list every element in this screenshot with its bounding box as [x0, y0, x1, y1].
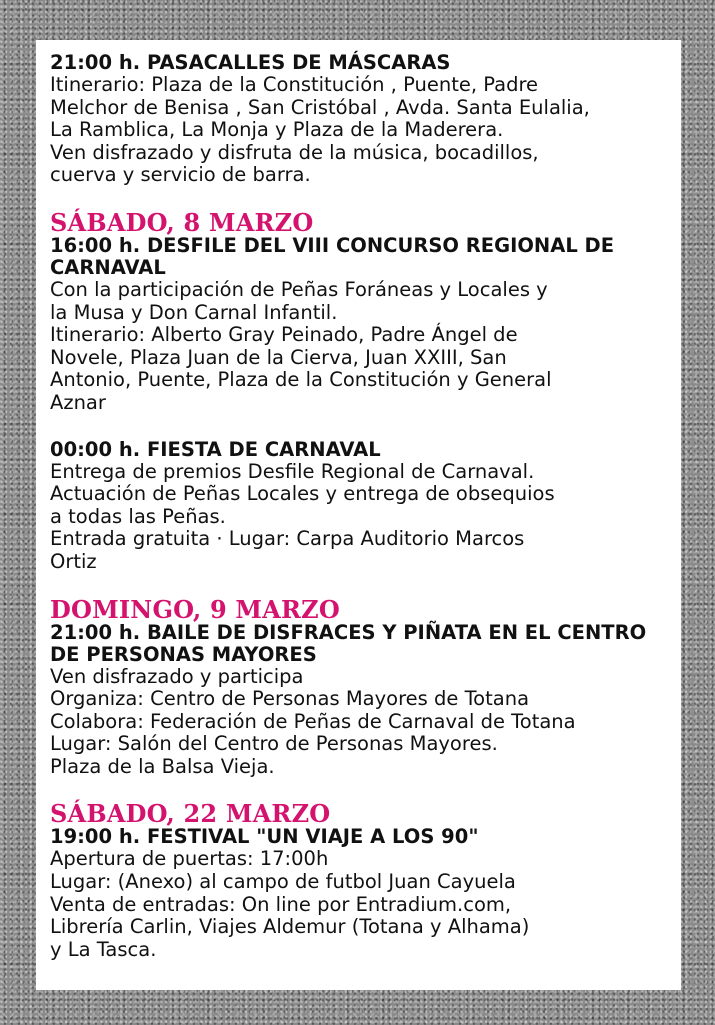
event-date: DOMINGO, 9 MARZO — [50, 594, 340, 624]
event-line: Ven disfrazado y participa — [50, 664, 304, 688]
event-title: 19:00 h. FESTIVAL "UN VIAJE A LOS 90" — [50, 825, 479, 849]
event-title: 21:00 h. BAILE DE DISFRACES Y PIÑATA EN EL CENTRO DE PERSONAS MAYORES — [50, 620, 647, 666]
event-line: Lugar: (Anexo) al campo de futbol Juan Cayuela — [50, 870, 516, 894]
event-date: SÁBADO, 22 MARZO — [50, 799, 331, 829]
event-line: Entrada gratuita · Lugar: Carpa Auditorio Marcos — [50, 527, 525, 551]
event-line: Con la participación de Peñas Foráneas y Locales y — [50, 277, 548, 301]
event-line: la Musa y Don Carnal Infantil. — [50, 300, 338, 324]
event-line: Apertura de puertas: 17:00h — [50, 847, 329, 871]
event-line: La Ramblica, La Monja y Plaza de la Maderera. — [50, 118, 504, 142]
event-fiesta — [50, 439, 669, 574]
event-title: 00:00 h. FIESTA DE CARNAVAL — [50, 437, 381, 461]
program-sheet — [36, 40, 681, 990]
event-line: Actuación de Peñas Locales y entrega de obsequios — [50, 482, 555, 506]
event-line: Itinerario: Alberto Gray Peinado, Padre Ángel de — [50, 323, 518, 347]
event-pasacalles — [50, 52, 669, 187]
event-line: Ven disfrazado y disfruta de la música, bocadillos, — [50, 140, 539, 164]
event-line: cuerva y servicio de barra. — [50, 163, 311, 187]
event-line: Lugar: Salón del Centro de Personas Mayores. — [50, 732, 498, 756]
event-line: Venta de entradas: On line por Entradium.com, — [50, 892, 512, 916]
event-line: Ortiz — [50, 549, 97, 573]
event-desfile — [50, 207, 669, 415]
event-date: SÁBADO, 8 MARZO — [50, 207, 314, 237]
event-line: Itinerario: Plaza de la Constitución , Puente, Padre — [50, 73, 539, 96]
event-line: Colabora: Federación de Peñas de Carnaval de Totana — [50, 709, 576, 733]
event-line: Novele, Plaza Juan de la Cierva, Juan XXIII, San — [50, 345, 507, 369]
event-line: Organiza: Centro de Personas Mayores de Totana — [50, 687, 530, 711]
event-title: 16:00 h. DESFILE DEL VIII CONCURSO REGIONAL DE CARNAVAL — [50, 233, 615, 279]
event-line: a todas las Peñas. — [50, 504, 226, 528]
event-festival — [50, 799, 669, 961]
event-baile — [50, 594, 669, 779]
event-line: Antonio, Puente, Plaza de la Constitución y General — [50, 368, 552, 392]
event-line: Entrega de premios Desfile Regional de Carnaval. — [50, 459, 535, 483]
event-line: Librería Carlin, Viajes Aldemur (Totana y Alhama) — [50, 915, 530, 939]
event-line: Aznar — [50, 390, 106, 414]
event-title: 21:00 h. PASACALLES DE MÁSCARAS — [50, 51, 451, 74]
event-line: Melchor de Benisa , San Cristóbal , Avda. Santa Eulalia, — [50, 95, 590, 119]
event-line: y La Tasca. — [50, 937, 157, 961]
event-line: Plaza de la Balsa Vieja. — [50, 754, 275, 778]
